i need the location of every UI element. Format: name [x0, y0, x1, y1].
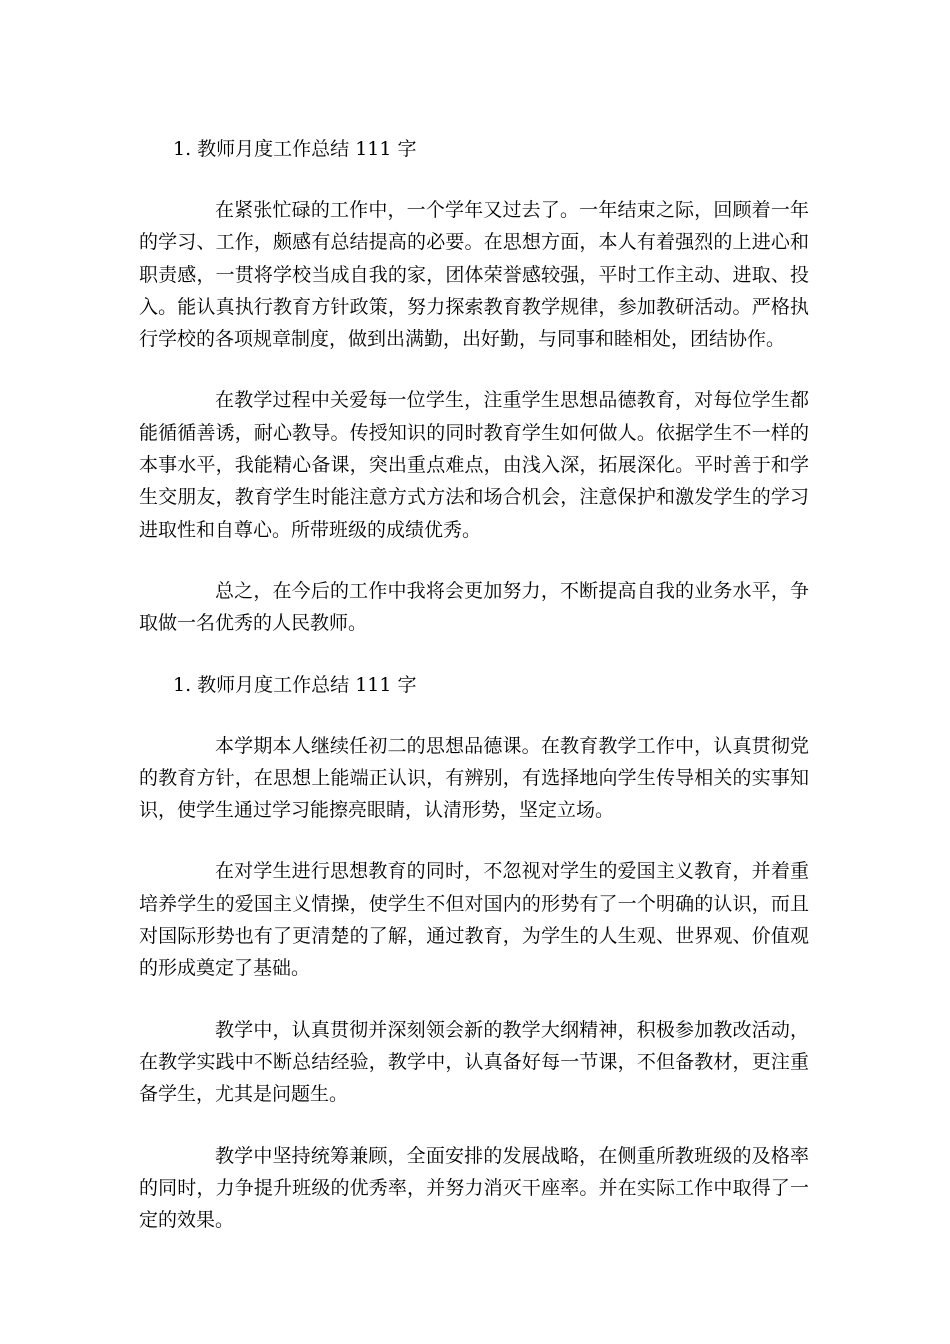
- paragraph-1: 在紧张忙碌的工作中，一个学年又过去了。一年结束之际，回顾着一年的学习、工作，颇感有总结提高的必要。在思想方面，本人有着强烈的上进心和职责感，一贯将学校当成自我的家，团体荣誉感较强，平时工作主动、进取、投入。能认真执行教育方针政策，努力探索教育教学规律，参加教研活动。严格执行学校的各项规章制度，做到出满勤，出好勤，与同事和睦相处，团结协作。: [139, 199, 809, 351]
- paragraph-5: 在对学生进行思想教育的同时，不忽视对学生的爱国主义教育，并着重培养学生的爱国主义情操，使学生不但对国内的形势有了一个明确的认识，而且对国际形势也有了更清楚的了解，通过教育，为学生的人生观、世界观、价值观的形成奠定了基础。: [139, 860, 809, 980]
- paragraph-3: 总之，在今后的工作中我将会更加努力，不断提高自我的业务水平，争取做一名优秀的人民教师。: [139, 579, 809, 635]
- document-body: [139, 133, 809, 1265]
- section-heading-1: 1. 教师月度工作总结 111 字: [173, 138, 417, 160]
- paragraph-6: 教学中，认真贯彻并深刻领会新的教学大纲精神，积极参加教改活动，在教学实践中不断总结经验，教学中，认真备好每一节课，不但备教材，更注重备学生，尤其是问题生。: [139, 1018, 809, 1106]
- paragraph-2: 在教学过程中关爱每一位学生，注重学生思想品德教育，对每位学生都能循循善诱，耐心教导。传授知识的同时教育学生如何做人。依据学生不一样的本事水平，我能精心备课，突出重点难点，由浅入深，拓展深化。平时善于和学生交朋友，教育学生时能注意方式方法和场合机会，注意保护和激发学生的学习进取性和自尊心。所带班级的成绩优秀。: [139, 389, 809, 541]
- paragraph-7: 教学中坚持统筹兼顾，全面安排的发展战略，在侧重所教班级的及格率的同时，力争提升班级的优秀率，并努力消灭干座率。并在实际工作中取得了一定的效果。: [139, 1144, 809, 1232]
- paragraph-4: 本学期本人继续任初二的思想品德课。在教育教学工作中，认真贯彻党的教育方针，在思想上能端正认识，有辨别，有选择地向学生传导相关的实事知识，使学生通过学习能擦亮眼睛，认清形势，坚定立场。: [139, 734, 809, 822]
- section-heading-2: 1. 教师月度工作总结 111 字: [173, 673, 417, 696]
